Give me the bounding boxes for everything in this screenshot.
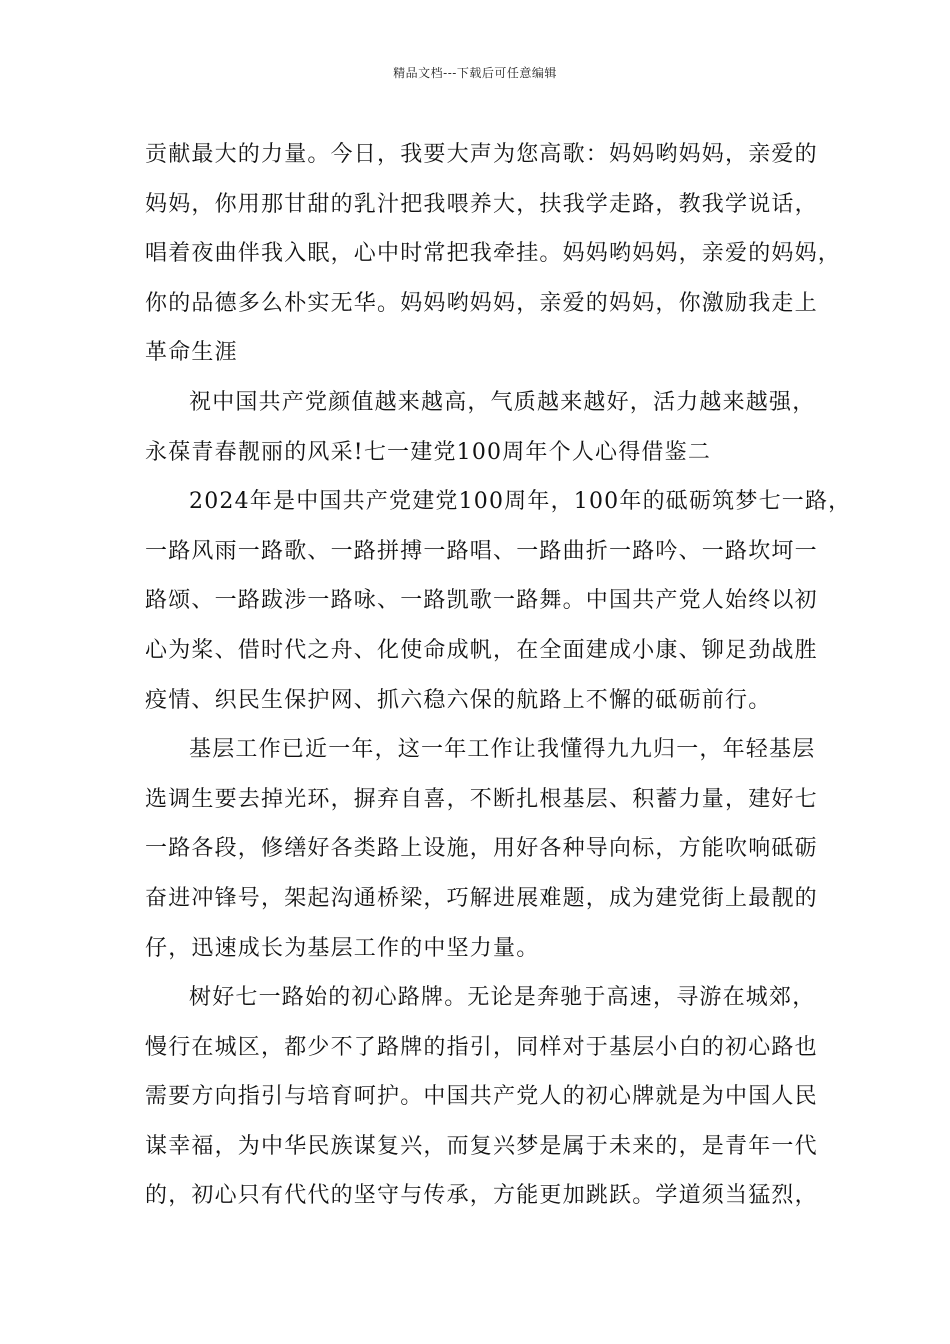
text-line: 基层工作已近一年，这一年工作让我懂得九九归一，年轻基层 xyxy=(189,737,816,763)
text-line: 的，初心只有代代的坚守与传承，方能更加跳跃。学道须当猛烈， xyxy=(145,1183,818,1209)
text-line: 仔，迅速成长为基层工作的中坚力量。 xyxy=(145,935,540,961)
text-line: 一路风雨一路歌、一路拼搏一路唱、一路曲折一路吟、一路坎坷一 xyxy=(145,538,818,564)
text-line: 选调生要去掉光环，摒弃自喜，不断扎根基层、积蓄力量，建好七 xyxy=(145,786,818,812)
text-line: 路颂、一路跋涉一路咏、一路凯歌一路舞。中国共产党人始终以初 xyxy=(145,588,818,614)
text-line: 心为桨、借时代之舟、化使命成帆，在全面建成小康、铆足劲战胜 xyxy=(145,637,818,663)
page-header: 精品文档---下载后可任意编辑 xyxy=(393,66,557,80)
text-line: 唱着夜曲伴我入眠，心中时常把我牵挂。妈妈哟妈妈，亲爱的妈妈， xyxy=(145,241,842,267)
text-line: 疫情、织民生保护网、抓六稳六保的航路上不懈的砥砺前行。 xyxy=(145,687,772,713)
text-line: 贡献最大的力量。今日，我要大声为您高歌：妈妈哟妈妈，亲爱的 xyxy=(145,142,818,167)
text-line: 永葆青春靓丽的风采!七一建党100周年个人心得借鉴二 xyxy=(145,439,712,465)
document-body xyxy=(145,130,852,1221)
text-line: 妈妈，你用那甘甜的乳汁把我喂养大，扶我学走路，教我学说话， xyxy=(145,191,818,217)
text-line: 你的品德多么朴实无华。妈妈哟妈妈，亲爱的妈妈，你激励我走上 xyxy=(145,290,818,316)
text-line: 祝中国共产党颜值越来越高，气质越来越好，活力越来越强， xyxy=(189,389,816,415)
text-line: 需要方向指引与培育呵护。中国共产党人的初心牌就是为中国人民 xyxy=(145,1084,818,1110)
text-line: 革命生涯 xyxy=(145,340,238,366)
text-line: 奋进冲锋号，架起沟通桥梁，巧解进展难题，成为建党街上最靓的 xyxy=(145,885,818,911)
text-line: 树好七一路始的初心路牌。无论是奔驰于高速，寻游在城郊， xyxy=(189,985,816,1011)
text-line: 慢行在城区，都少不了路牌的指引，同样对于基层小白的初心路也 xyxy=(145,1034,818,1060)
text-line: 一路各段，修缮好各类路上设施，用好各种导向标，方能吹响砥砺 xyxy=(145,836,818,862)
text-line: 2024年是中国共产党建党100周年，100年的砥砺筑梦七一路， xyxy=(189,489,852,515)
text-line: 谋幸福，为中华民族谋复兴，而复兴梦是属于未来的，是青年一代 xyxy=(145,1133,818,1159)
